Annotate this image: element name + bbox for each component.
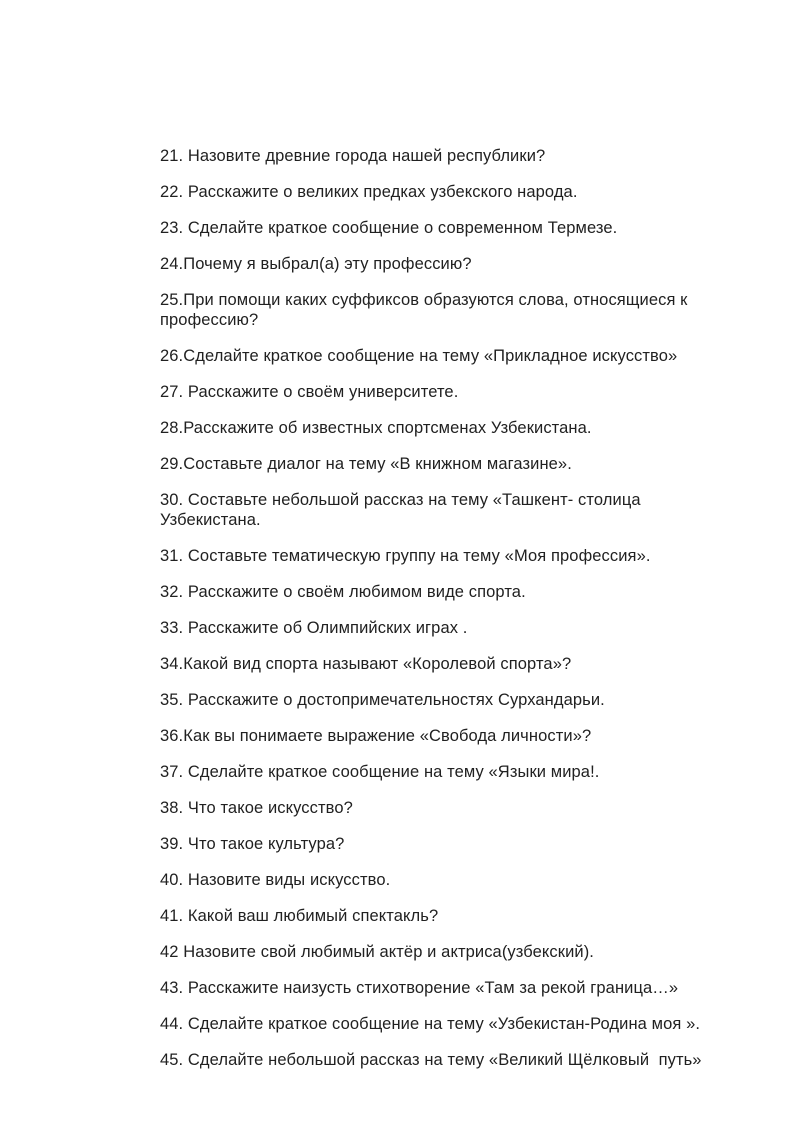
question-item-25: 25.При помощи каких суффиксов образуются слова, относящиеся к профессию? <box>160 291 693 329</box>
question-item-35: 35. Расскажите о достопримечательностях Сурхандарьи. <box>160 691 605 709</box>
question-item-28: 28.Расскажите об известных спортсменах Узбекистана. <box>160 419 592 437</box>
question-item-33: 33. Расскажите об Олимпийских играх . <box>160 619 468 637</box>
question-item-38: 38. Что такое искусство? <box>160 799 353 817</box>
question-item-27: 27. Расскажите о своём университете. <box>160 383 459 401</box>
question-item-26: 26.Сделайте краткое сообщение на тему «Прикладное искусство» <box>160 347 678 365</box>
question-item-41: 41. Какой ваш любимый спектакль? <box>160 907 439 925</box>
question-item-36: 36.Как вы понимаете выражение «Свобода личности»? <box>160 727 592 745</box>
question-item-29: 29.Составьте диалог на тему «В книжном магазине». <box>160 455 572 473</box>
question-item-42: 42 Назовите свой любимый актёр и актриса(узбекский). <box>160 943 594 961</box>
question-item-31: 31. Составьте тематическую группу на тему «Моя профессия». <box>160 547 651 565</box>
question-item-40: 40. Назовите виды искусство. <box>160 871 391 889</box>
question-item-39: 39. Что такое культура? <box>160 835 345 853</box>
question-item-45: 45. Сделайте небольшой рассказ на тему «Великий Щёлковый путь» <box>160 1051 702 1069</box>
question-item-22: 22. Расскажите о великих предках узбекского народа. <box>160 183 578 201</box>
question-item-44: 44. Сделайте краткое сообщение на тему «Узбекистан-Родина моя ». <box>160 1015 701 1033</box>
question-item-32: 32. Расскажите о своём любимом виде спорта. <box>160 583 526 601</box>
question-item-23: 23. Сделайте краткое сообщение о современном Термезе. <box>160 219 618 237</box>
question-item-24: 24.Почему я выбрал(а) эту профессию? <box>160 255 472 273</box>
question-item-43: 43. Расскажите наизусть стихотворение «Там за рекой граница…» <box>160 979 679 997</box>
question-list <box>160 146 734 1086</box>
question-item-37: 37. Сделайте краткое сообщение на тему «Языки мира!. <box>160 763 600 781</box>
question-item-34: 34.Какой вид спорта называют «Королевой спорта»? <box>160 655 572 673</box>
question-item-21: 21. Назовите древние города нашей республики? <box>160 147 546 165</box>
question-item-30: 30. Составьте небольшой рассказ на тему «Ташкент- столица Узбекистана. <box>160 491 646 529</box>
